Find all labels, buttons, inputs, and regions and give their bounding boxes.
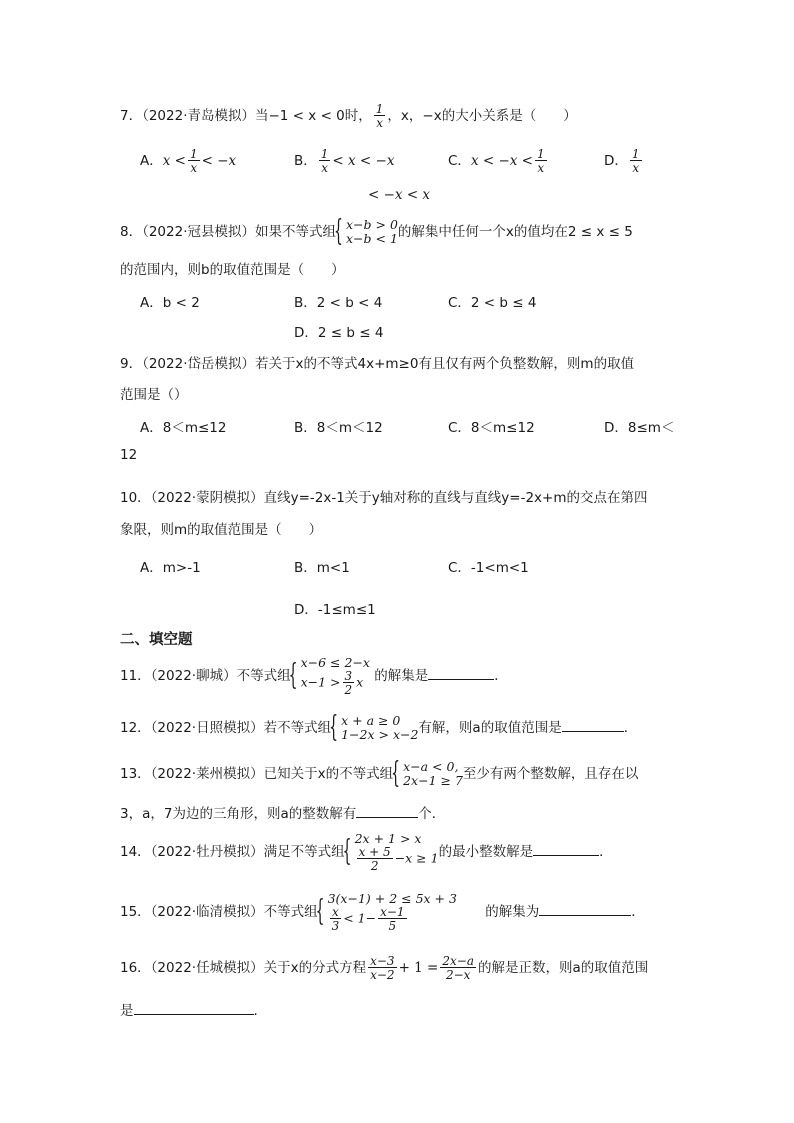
source-tag: （2022·临清模拟）	[150, 904, 264, 920]
answer-blank[interactable]	[533, 841, 599, 856]
question-11-stem: 11．（2022·聊城）不等式组 { x−6 ≤ 2−x x−1 > $\frac{3}{2}$ x 的解集是 ．	[120, 656, 508, 696]
question-10-stem: 10．（2022·蒙阴模拟）直线y=-2x-1关于y轴对称的直线与直线y=-2x+m的交点在第四	[120, 490, 648, 506]
question-16-stem-line2: 是 ．	[120, 999, 267, 1019]
source-tag: （2022·莱州模拟）	[150, 766, 264, 782]
question-16-stem: 16．（2022·任城模拟）关于x的分式方程 $\frac{x-3}{x-2}$ + 1 = $\frac{2x-a}{2-x}$ 的解是正数，则a的取值范围	[120, 954, 649, 982]
source-tag: （2022·岱岳模拟）	[142, 356, 255, 372]
question-9-stem: 9．（2022·岱岳模拟）若关于x的不等式4x+m≥0有且仅有两个负整数解，则m的取值	[120, 356, 635, 372]
question-10-option-a[interactable]: A．m>-1	[140, 560, 201, 576]
source-tag: （2022·冠县模拟）	[142, 224, 255, 240]
source-tag: （2022·蒙阴模拟）	[150, 490, 264, 506]
inequality-system: { x−a < 0, 2x−1 ≥ 7	[393, 760, 463, 788]
question-number: 8．	[120, 224, 143, 240]
question-8-option-c[interactable]: C．2 < b ≤ 4	[448, 295, 537, 311]
question-number: 14．	[120, 844, 151, 860]
inequality-system: { x−b > 0 x−b < 1	[336, 218, 398, 246]
question-9-option-c[interactable]: C．8＜m≤12	[448, 420, 535, 436]
question-13-stem-line2: 3，a，7为边的三角形，则a的整数解有 个．	[120, 802, 445, 822]
question-7-option-a[interactable]: A．x < $\frac{1}{x}$ < −x	[140, 147, 237, 175]
question-number: 9．	[120, 356, 143, 372]
question-8-option-b[interactable]: B．2 < b < 4	[294, 295, 383, 311]
source-tag: （2022·牡丹模拟）	[150, 844, 264, 860]
question-8-option-d[interactable]: D．2 ≤ b ≤ 4	[294, 325, 384, 341]
question-7-option-b[interactable]: B． $\frac{1}{x}$ < x < −x	[294, 147, 395, 175]
answer-blank[interactable]	[134, 1000, 254, 1015]
fraction-1-over-x: $\frac{1}{x}$	[375, 102, 384, 130]
question-8-option-a[interactable]: A．b < 2	[140, 295, 200, 311]
question-number: 7．	[120, 108, 143, 124]
question-12-stem: 12．（2022·日照模拟）若不等式组 { x + a ≥ 0 1−2x > x−2 有解，则a的取值范围是 ．	[120, 714, 637, 742]
question-9-option-b[interactable]: B．8＜m＜12	[294, 420, 383, 436]
source-tag: （2022·聊城）	[150, 668, 237, 684]
inequality-system: { x−6 ≤ 2−x x−1 > $\frac{3}{2}$ x	[291, 656, 370, 696]
answer-blank[interactable]	[356, 803, 418, 818]
source-tag: （2022·任城模拟）	[150, 960, 264, 976]
question-15-stem: 15．（2022·临清模拟）不等式组 { 3(x−1) + 2 ≤ 5x + 3 $\frac{x}{3}$ < 1− $\frac{x-1}{5}$ 的解集为 ．	[120, 892, 645, 932]
answer-blank[interactable]	[428, 665, 494, 680]
question-number: 12．	[120, 720, 151, 736]
question-8-stem-line2: 的范围内，则b的取值范围是（ ）	[120, 262, 345, 278]
question-number: 15．	[120, 904, 151, 920]
inequality-system: { x + a ≥ 0 1−2x > x−2	[331, 714, 418, 742]
question-10-stem-line2: 象限，则m的取值范围是（ ）	[120, 522, 323, 538]
question-number: 13．	[120, 766, 151, 782]
question-8-stem: 8．（2022·冠县模拟）如果不等式组 { x−b > 0 x−b < 1 的解集中任何一个x的值均在2 ≤ x ≤ 5	[120, 218, 633, 246]
question-9-option-d[interactable]: D．8≤m＜	[604, 420, 675, 436]
question-13-stem: 13．（2022·莱州模拟）已知关于x的不等式组 { x−a < 0, 2x−1 ≥ 7 至少有两个整数解，且存在以	[120, 760, 638, 788]
question-7-option-c[interactable]: C．x < −x < $\frac{1}{x}$	[448, 147, 545, 175]
answer-blank[interactable]	[562, 717, 624, 732]
question-10-option-d[interactable]: D．-1≤m≤1	[294, 602, 376, 618]
source-tag: （2022·青岛模拟）	[142, 108, 255, 124]
question-9-option-a[interactable]: A．8＜m≤12	[140, 420, 227, 436]
answer-blank[interactable]	[539, 901, 631, 916]
question-14-stem: 14．（2022·牡丹模拟）满足不等式组 { 2x + 1 > x $\frac{x + 5}{2}$ −x ≥ 1 的最小整数解是 ．	[120, 832, 613, 872]
inequality-system: { 2x + 1 > x $\frac{x + 5}{2}$ −x ≥ 1	[345, 832, 439, 872]
source-tag: （2022·日照模拟）	[150, 720, 264, 736]
question-10-option-c[interactable]: C．-1<m<1	[448, 560, 529, 576]
question-7-option-d-continued: < −x < x	[368, 187, 431, 203]
question-number: 10．	[120, 490, 151, 506]
inequality-system: { 3(x−1) + 2 ≤ 5x + 3 $\frac{x}{3}$ < 1− $\frac{x-1}{5}$	[318, 892, 457, 932]
question-number: 11．	[120, 668, 151, 684]
question-9-option-d-continued: 12	[120, 447, 138, 463]
question-7-stem: 7．（2022·青岛模拟）当−1 < x < 0时， $\frac{1}{x}$ ，x，−x的大小关系是（ ）	[120, 102, 577, 130]
question-7-option-d[interactable]: D． $\frac{1}{x}$	[604, 147, 640, 175]
question-number: 16．	[120, 960, 151, 976]
question-9-stem-line2: 范围是（）	[120, 387, 188, 403]
section-heading: 二、填空题	[120, 632, 193, 648]
question-10-option-b[interactable]: B．m<1	[294, 560, 350, 576]
